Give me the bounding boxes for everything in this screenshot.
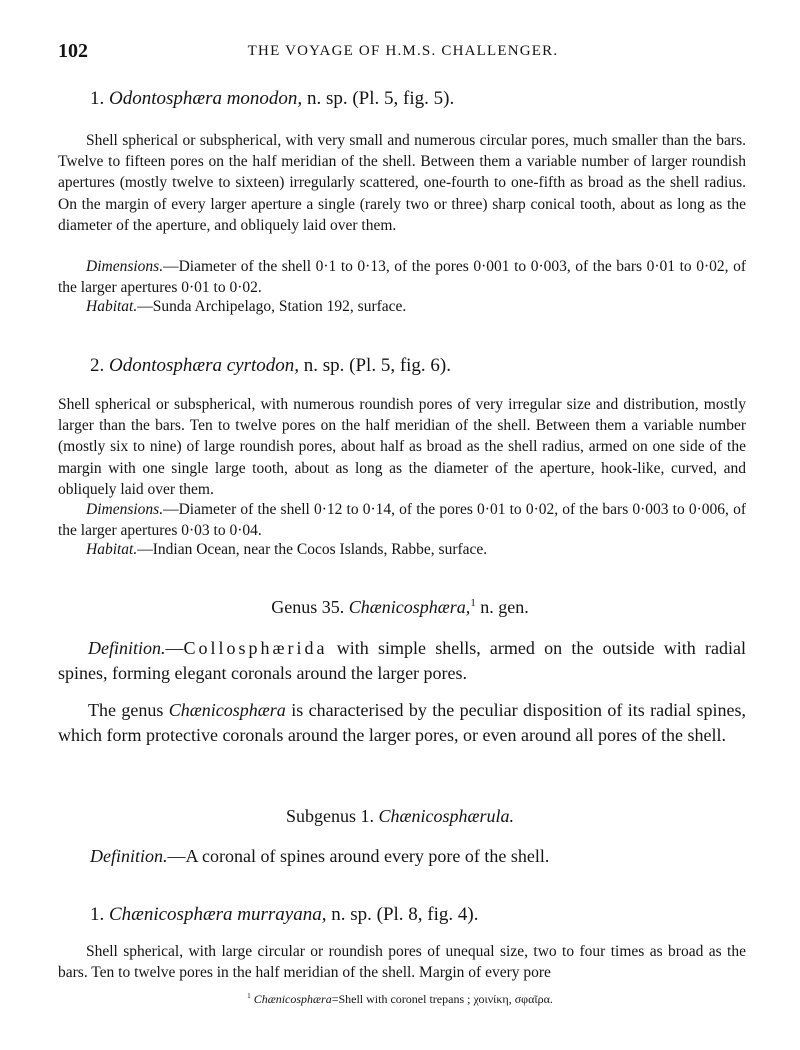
running-head [58, 40, 748, 66]
species-description-monodon: Shell spherical or subspherical, with very small and numerous circular pores, much smaller than the bars. Twelve to fifteen pores on the half meridian of the shell. Between them a variable number of larger roundish apertures (mostly twelve to sixteen) irregularly scattered, one-fourth to one-fifth as broad as the shell radius. On the margin of every larger aperture a single (rarely two or three) sharp conical tooth, about as long as the diameter of the aperture, and obliquely laid over them. [58, 132, 746, 234]
running-title: THE VOYAGE OF H.M.S. CHALLENGER. [247, 43, 559, 59]
subgenus-heading: Subgenus 1. Chænicosphærula. [285, 806, 515, 826]
footnote: $^1$ Chænicosphæra=Shell with coronel trepans ; χοινίκη, σφαῖρα. [247, 992, 553, 1006]
genus-heading: Genus 35. Chænicosphæra,$^1$ n. gen. [271, 597, 529, 617]
species-description-murrayana: Shell spherical, with large circular or roundish pores of unequal size, two to four times as broad as the bars. Ten to twelve pores in the half meridian of the shell. Margin of every pore [58, 943, 746, 982]
species-heading-monodon: 1. Odontosphæra monodon, n. sp. (Pl. 5, fig. 5). [90, 88, 455, 109]
habitat-cyrtodon: Habitat.—Indian Ocean, near the Cocos Islands, Rabbe, surface. [86, 541, 488, 558]
dimensions-monodon: Dimensions.—Diameter of the shell 0·1 to 0·13, of the pores 0·001 to 0·003, of the bars 0·01 to 0·02, of the larger apertures 0·01 to 0·02. [58, 258, 746, 297]
species-name: Odontosphæra monodon, [109, 88, 303, 109]
genus-definition: Definition.—Collosphærida with simple shells, armed on the outside with radial spines, forming elegant coronals around the larger pores. [58, 638, 747, 683]
species-description-cyrtodon: Shell spherical or subspherical, with numerous roundish pores of very irregular size and distribution, mostly larger than the bars. Ten to twelve pores on the half meridian of the shell. Between them a variable number (mostly six to nine) of large roundish pores, about half as broad as the shell radius, armed on one side of the margin with one single large tooth, about as long as the diameter of the aperture, hook-like, curved, and obliquely laid over them. [58, 396, 746, 498]
species-name: Odontosphæra cyrtodon, [109, 355, 299, 376]
dimensions-cyrtodon: Dimensions.—Diameter of the shell 0·12 to 0·14, of the pores 0·01 to 0·02, of the bars 0·003 to 0·006, of the larger apertures 0·03 to 0·04. [58, 501, 746, 540]
page-number: 102 [58, 40, 88, 62]
species-name: Chænicosphæra murrayana, [109, 904, 327, 925]
species-heading-murrayana: 1. Chænicosphæra murrayana, n. sp. (Pl. 8, fig. 4). [90, 904, 479, 925]
genus-description: The genus Chænicosphæra is characterised by the peculiar disposition of its radial spines, which form protective coronals around the larger pores, or even around all pores of the shell. [58, 700, 747, 745]
subgenus-definition: Definition.—A coronal of spines around every pore of the shell. [90, 846, 550, 866]
habitat-monodon: Habitat.—Sunda Archipelago, Station 192, surface. [86, 298, 407, 315]
species-heading-cyrtodon: 2. Odontosphæra cyrtodon, n. sp. (Pl. 5, fig. 6). [90, 355, 451, 376]
